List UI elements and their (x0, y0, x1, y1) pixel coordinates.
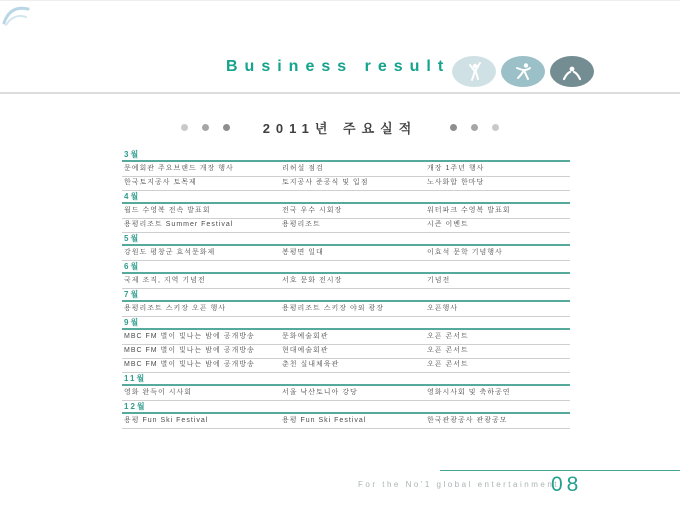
table-row (122, 359, 570, 373)
table-cell: 개장 1주년 행사 (427, 165, 485, 172)
month-header: 9월 (124, 318, 141, 327)
table-cell: 용평리조트 스키장 야외 광장 (282, 305, 384, 312)
table-cell: 강원도 평창군 효석문화제 (124, 249, 216, 256)
table-cell: 영화 완득이 시사회 (124, 389, 192, 396)
header-icon-group (452, 56, 594, 87)
footer-tagline: For the No'1 global entertainment (358, 480, 559, 489)
table-cell: 월드 수영복 전속 발표회 (124, 207, 211, 214)
table-cell: 문화예술회관 (282, 333, 329, 340)
table-cell: 용평 Fun Ski Festival (282, 417, 367, 424)
page-title: Business result (226, 58, 451, 75)
table-cell: 전국 우수 시회장 (282, 207, 343, 214)
person-arms-up-icon (452, 56, 496, 87)
month-header: 12월 (124, 402, 147, 411)
table-cell: 봉평면 일대 (282, 249, 324, 256)
month-rule (122, 160, 570, 162)
table-cell: 춘천 실내체육관 (282, 361, 340, 368)
header-divider (0, 92, 680, 94)
month-header: 5월 (124, 234, 141, 243)
table-row (122, 387, 570, 401)
slide-title: 2011년 주요실적 (262, 121, 418, 136)
table-cell: 문예회관 주요브랜드 개장 행사 (124, 165, 234, 172)
month-header: 4월 (124, 192, 141, 201)
table-cell: MBC FM 별이 빛나는 밤에 공개방송 (124, 333, 255, 340)
table-cell: 오픈 콘서트 (427, 333, 469, 340)
table-row (122, 205, 570, 219)
table-cell: 오픈 콘서트 (427, 361, 469, 368)
month-rule (122, 244, 570, 246)
title-dot-left-3 (223, 124, 230, 131)
table-cell: 이효석 문학 기념행사 (427, 249, 503, 256)
table-row (122, 331, 570, 345)
person-cheering-icon (550, 56, 594, 87)
table-cell: 오픈행사 (427, 305, 459, 312)
table-cell: 현대예술회관 (282, 347, 329, 354)
table-cell: 리허설 점검 (282, 165, 324, 172)
table-row (122, 219, 570, 233)
month-header: 3월 (124, 150, 141, 159)
month-rule (122, 412, 570, 414)
results-table (122, 149, 570, 429)
page-number: 08 (551, 473, 583, 496)
table-cell: 토지공사 준공식 및 입점 (282, 179, 369, 186)
table-row (122, 163, 570, 177)
table-cell: 용평리조트 Summer Festival (124, 221, 234, 228)
month-header: 11월 (124, 374, 147, 383)
title-dot-right-3 (492, 124, 499, 131)
month-rule (122, 300, 570, 302)
month-rule (122, 384, 570, 386)
table-cell: 서호 문화 전시장 (282, 277, 343, 284)
table-cell: 한국토지공사 토목제 (124, 179, 197, 186)
table-cell: 시즌 이벤트 (427, 221, 469, 228)
table-row (122, 247, 570, 261)
table-cell: 기념전 (427, 277, 451, 284)
table-row (122, 177, 570, 191)
title-dot-right-2 (471, 124, 478, 131)
table-cell: 오픈 콘서트 (427, 347, 469, 354)
title-dot-right-1 (450, 124, 457, 131)
table-cell: 한국관광공사 관광공모 (427, 417, 508, 424)
table-row (122, 415, 570, 429)
month-rule (122, 202, 570, 204)
table-cell: 워터파크 수영복 발표회 (427, 207, 511, 214)
table-cell: MBC FM 별이 빛나는 밤에 공개방송 (124, 347, 255, 354)
table-cell: 국제 조직, 지역 기념전 (124, 277, 206, 284)
person-running-icon (501, 56, 545, 87)
month-header: 7월 (124, 290, 141, 299)
month-rule (122, 272, 570, 274)
table-cell: 서울 낙산토니아 강당 (282, 389, 358, 396)
month-header: 6월 (124, 262, 141, 271)
table-cell: 영화시사회 및 축하공연 (427, 389, 511, 396)
title-dot-left-1 (181, 124, 188, 131)
table-row (122, 303, 570, 317)
table-cell: 용평리조트 (282, 221, 321, 228)
table-cell: 용평리조트 스키장 오픈 행사 (124, 305, 226, 312)
title-dot-left-2 (202, 124, 209, 131)
slide-title-row (0, 118, 680, 137)
table-cell: 노사화합 한마당 (427, 179, 485, 186)
table-row (122, 345, 570, 359)
table-row (122, 275, 570, 289)
corner-decoration (2, 3, 32, 32)
footer-divider (440, 470, 680, 471)
month-rule (122, 328, 570, 330)
table-cell: 용평 Fun Ski Festival (124, 417, 209, 424)
table-cell: MBC FM 별이 빛나는 밤에 공개방송 (124, 361, 255, 368)
